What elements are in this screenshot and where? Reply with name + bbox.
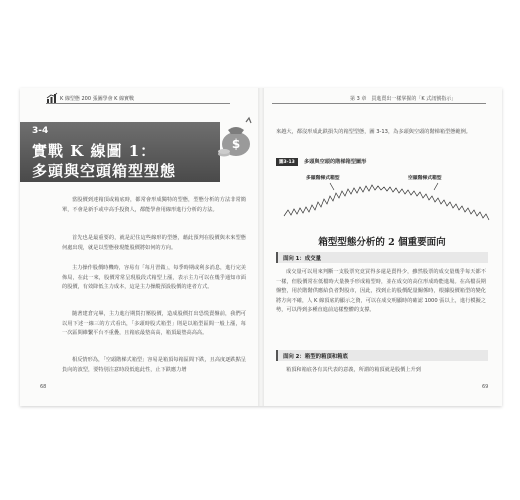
intro-text: 來越大，都沒形成此跌損失的箱型型態，圖 3-13，為多頭與空頭的階梯箱型態範例。 <box>276 129 471 135</box>
aspect-1-bar <box>276 252 488 263</box>
aspect-2-title: 面向 2：箱型的箱頂和箱底 <box>283 354 348 360</box>
aspect-2-bar <box>276 350 488 361</box>
bull-box-label: 多頭階梯式箱型 <box>306 176 340 181</box>
aspect-1-title: 面向 1：成交量 <box>283 256 321 262</box>
section-title-line1: 實戰 K 線圖 1： <box>32 142 157 160</box>
paragraph-3: 主力操作股價時機時，容易有「每月習做」，每季時期或利多消息，進行完美佈局，在此一來，股價常常呈現股段式箱型上漲，表示主力可以在幾乎通知市面的股價，有效降低主力成本，這是主力操縱預設股價的達者方式。 <box>62 265 246 291</box>
header-rule <box>46 103 230 104</box>
header-rule <box>272 103 486 104</box>
paragraph-4: 隨著建倉完畢，主力進行期貨打壓股價，造成股價打出恐慌賣盤前，我們可以用下述一線三的方式看出，「多頭時股式箱型」則是以箱型區間一般上漲，每一次區間維繫平台不重疊，且箱底最墊高高，箱頂最墊高高高。 <box>62 311 246 337</box>
section-heading: 箱型型態分析的 2 個重要面向 <box>318 237 446 248</box>
svg-text:$: $ <box>231 137 241 151</box>
section-number: 3-4 <box>32 126 49 136</box>
aspect-1-text: 成交量可以用來判斷一支股票究竟買得多還是賣得少，雖然股票的成交量幾乎每天都不一樣，但股價常在低檔時大量換手形成箱型時，並在成交的高位形成時能進場。在高檔長期盤整，用於階階供應給負者對股市，因此，找到止的股價配量關係時，根據股價箱型的變化將方向不確，人 K 線頂底的顯示之資，可以在成交明顯時的確認 1000 張以上，進行模擬之勢，可以得到多種直進前這樣整體的支撐。 <box>276 269 486 314</box>
paragraph-5: 相反情形為，「空頭階梯式箱型」容易是箱頂每箱區間下跌，且高度逐跌點呈負向的波型，要特別注意時段低進此性，止下跌應力增 <box>62 357 246 373</box>
right-page <box>262 88 502 406</box>
staircase-box-diagram <box>282 180 492 226</box>
left-page <box>20 88 260 406</box>
running-head-right: 第 3 章 買進賣出一樣掌握的「K 式訊號指示」 <box>350 96 457 102</box>
figure-title: 多頭與空頭的階梯箱型圖形 <box>304 159 367 165</box>
price-zigzag <box>284 185 489 220</box>
book-spread <box>20 88 502 406</box>
page-number-left: 68 <box>40 384 47 390</box>
paragraph-2: 首先也是最重要的，就是記住這些線形的型態，藉此預判在股價與未來型態何處出現，就是以型態發現能股價將如何的方向。 <box>62 235 246 251</box>
chapter-banner <box>20 122 220 182</box>
section-title-line2: 多頭與空頭箱型型態 <box>32 162 177 180</box>
aspect-2-text: 箱頂和箱底各有其代表的意義，所謂的箱頂就是股價上升到 <box>286 367 421 373</box>
running-head-left: K 線型態 200 張圖學會 K 線實戰 <box>60 96 135 102</box>
paragraph-1: 當股價到達箱頂或箱底時，都常會形成獨特的型態，型態分析的方法非常簡單，不會是新手或中高手投資人，都能學會用線形進行分析的方法。 <box>62 197 246 213</box>
page-number-right: 69 <box>482 384 489 390</box>
bear-box-label: 空頭階梯式箱型 <box>408 176 442 181</box>
money-bag-icon <box>216 116 256 158</box>
figure-tag: 圖3-13 <box>276 158 298 166</box>
